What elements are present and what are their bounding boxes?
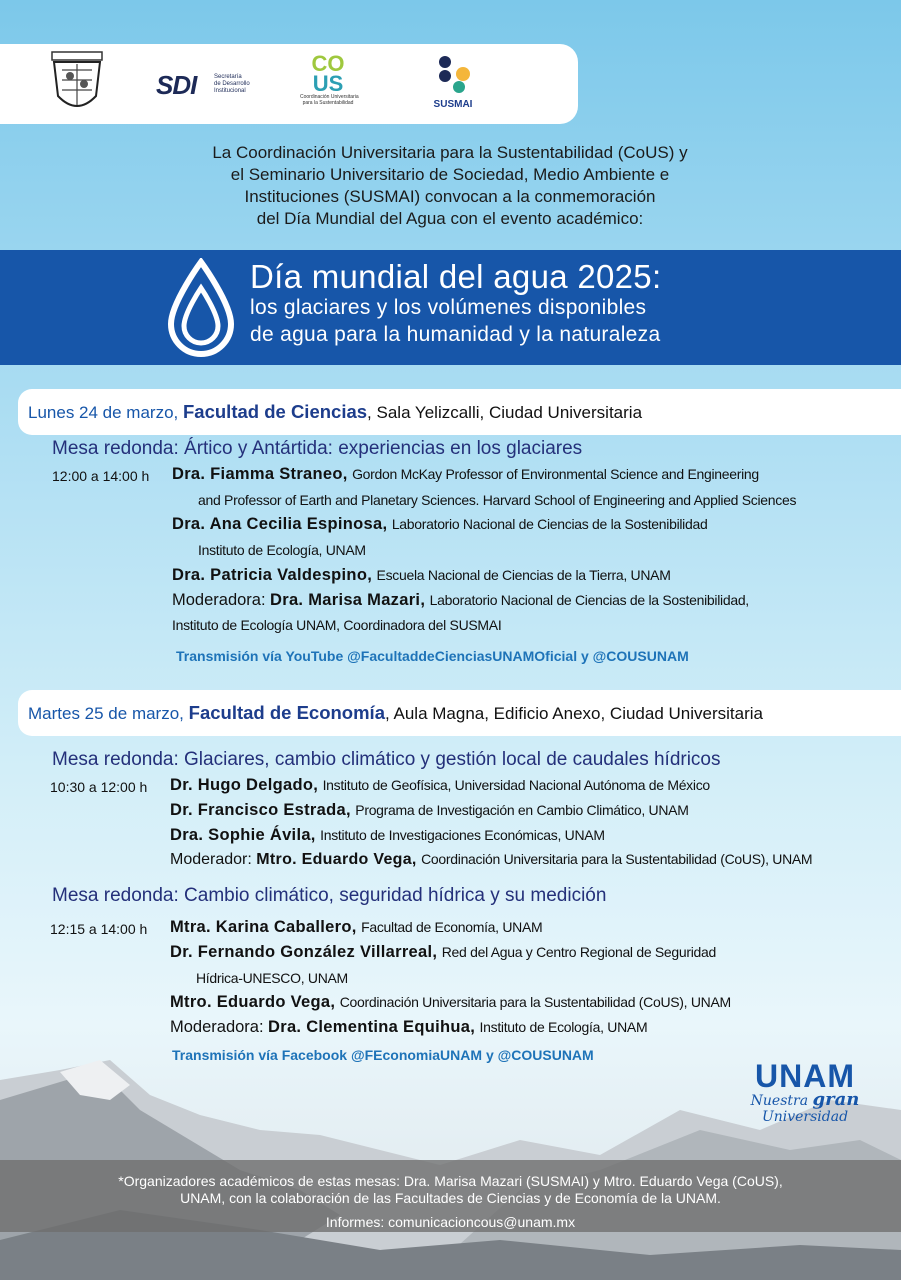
moderator-name: Dra. Marisa Mazari, [270,591,426,609]
day2-header [18,690,901,736]
susmai-text: SUSMAI [433,99,473,110]
speaker-affiliation-cont: Instituto de Ecología, UNAM [198,542,366,558]
day1-place: , Sala Yelizcalli, Ciudad Universitaria [367,403,643,422]
moderator-name: Dra. Clementina Equihua, [268,1018,476,1036]
moderator-name: Mtro. Eduardo Vega, [256,851,417,868]
day2-time2: 12:15 a 14:00 h [50,921,148,937]
footer-contact: Informes: comunicacioncous@unam.mx [325,1214,576,1230]
footer-organizers: *Organizadores académicos de estas mesas: Dra. Marisa Mazari (SUSMAI) y Mtro. Eduardo Vega (CoUS), [118,1173,783,1189]
moderator-row [170,851,812,869]
cous-mark-bottom: US [312,71,344,96]
sdi-logo [156,70,250,101]
speaker-row [172,515,707,534]
speaker-affiliation-cont: Hídrica-UNESCO, UNAM [196,970,348,986]
speaker-row [170,801,689,820]
speaker-name: Mtro. Eduardo Vega, [170,993,336,1011]
unam-seal-logo [48,50,106,116]
footer-collaboration: UNAM, con la colaboración de las Facultades de Ciencias y de Economía de la UNAM. [180,1190,721,1206]
moderator-affiliation-cont: Instituto de Ecología UNAM, Coordinadora del SUSMAI [172,617,502,633]
speaker-name: Dra. Ana Cecilia Espinosa, [172,515,388,533]
unam-wordmark: UNAM [755,1058,855,1094]
speaker-name: Dra. Fiamma Straneo, [172,465,348,483]
day2-time1: 10:30 a 12:00 h [50,779,148,795]
day2-date: Martes 25 de marzo, [28,704,184,723]
day1-time: 12:00 a 14:00 h [52,468,150,484]
water-drop-icon [166,258,236,358]
day1-date: Lunes 24 de marzo, [28,403,179,422]
sdi-text: Secretaría de Desarrollo Institucional [214,74,250,94]
speaker-affiliation: Red del Agua y Centro Regional de Seguridad [441,944,717,960]
speaker-affiliation: Instituto de Geofísica, Universidad Nacional Autónoma de México [322,777,710,793]
intro-line: del Día Mundial del Agua con el evento académico: [256,209,644,228]
cous-mark-top: CO [311,51,345,76]
day1-header [18,389,901,435]
day1-faculty: Facultad de Ciencias [183,401,368,422]
unam-logo [745,1060,865,1125]
event-subtitle-line2: de agua para la humanidad y la naturaleza [250,323,661,346]
moderator-row [170,1018,647,1037]
susmai-logo [428,54,478,110]
day2-mesa1-title: Mesa redonda: Glaciares, cambio climático y gestión local de caudales hídricos [52,749,721,770]
day2-mesa2-title: Mesa redonda: Cambio climático, seguridad hídrica y su medición [52,885,607,906]
intro-text [140,142,760,230]
event-title: Día mundial del agua 2025: [250,258,662,295]
title-banner [0,250,901,365]
speaker-affiliation-cont: and Professor of Earth and Planetary Sciences. Harvard School of Engineering and Applied Sciences [198,492,797,508]
unam-slogan-3: Universidad [761,1109,849,1125]
moderator-label: Moderadora: [172,591,266,609]
speaker-row [170,826,605,845]
moderator-label: Moderadora: [170,1018,264,1036]
susmai-dots-icon [431,54,475,94]
speaker-name: Mtra. Karina Caballero, [170,918,357,936]
day2-place: , Aula Magna, Edificio Anexo, Ciudad Universitaria [385,704,763,723]
speaker-affiliation: Laboratorio Nacional de Ciencias de la Sostenibilidad [391,516,708,532]
moderator-label: Moderador: [170,851,252,868]
speaker-row [172,465,759,484]
speaker-name: Dr. Hugo Delgado, [170,776,319,794]
moderator-affiliation: Instituto de Ecología, UNAM [479,1019,648,1035]
speaker-affiliation: Gordon McKay Professor of Environmental Science and Engineering [352,466,759,482]
day2-stream-info: Transmisión vía Facebook @FEconomiaUNAM y @COUSUNAM [172,1047,594,1063]
speaker-name: Dra. Patricia Valdespino, [172,566,373,584]
speaker-name: Dra. Sophie Ávila, [170,826,316,844]
intro-line: el Seminario Universitario de Sociedad, Medio Ambiente e [230,165,670,184]
moderator-row [172,591,749,610]
speaker-affiliation: Instituto de Investigaciones Económicas, UNAM [320,827,605,843]
moderator-affiliation: Coordinación Universitaria para la Sustentabilidad (CoUS), UNAM [421,851,813,867]
speaker-name: Dr. Fernando González Villarreal, [170,943,438,961]
speaker-row [172,566,671,585]
unam-slogan-2: gran [812,1089,860,1110]
footer [0,1160,901,1232]
intro-line: La Coordinación Universitaria para la Sustentabilidad (CoUS) y [212,143,688,162]
cous-text: Coordinación Universitaria para la Sustentabilidad [300,94,359,106]
moderator-affiliation: Laboratorio Nacional de Ciencias de la Sostenibilidad, [429,592,749,608]
speaker-row [170,943,716,962]
speaker-row [170,918,542,937]
speaker-row [170,993,731,1012]
intro-line: Instituciones (SUSMAI) convocan a la conmemoración [244,187,656,206]
speaker-row [170,776,710,795]
cous-logo [300,51,359,106]
sdi-mark: SDI [156,70,197,100]
event-subtitle-line1: los glaciares y los volúmenes disponibles [250,296,647,319]
speaker-affiliation: Facultad de Economía, UNAM [361,919,543,935]
unam-slogan-1: Nuestra [750,1093,809,1109]
day1-stream-info: Transmisión vía YouTube @FacultaddeCienciasUNAMOficial y @COUSUNAM [176,648,689,664]
day2-faculty: Facultad de Economía [188,702,385,723]
logo-bar [0,44,578,124]
speaker-affiliation: Coordinación Universitaria para la Sustentabilidad (CoUS), UNAM [339,994,731,1010]
speaker-name: Dr. Francisco Estrada, [170,801,351,819]
speaker-affiliation: Programa de Investigación en Cambio Climático, UNAM [355,802,689,818]
speaker-affiliation: Escuela Nacional de Ciencias de la Tierra, UNAM [376,567,671,583]
day1-mesa-title: Mesa redonda: Ártico y Antártida: experiencias en los glaciares [52,438,583,459]
